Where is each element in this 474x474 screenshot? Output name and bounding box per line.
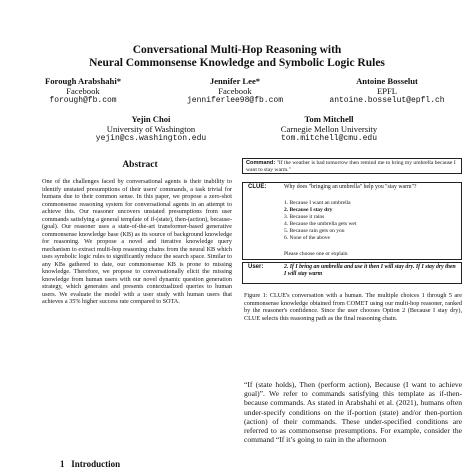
author-block-2: [160, 76, 310, 106]
author-affiliation: Carnegie Mellon University: [280, 124, 378, 134]
body-text-right: “If (state holds), Then (perform action), Because (I want to achieve goal)”. We refer to commands satisfying this template as if-then-because commands. As stated in Arabshahi et al. (2021), humans often under-specify conditions on the if-portion (state) and/or then-portion (action) of their commands. These under-specified conditions are referred to as commonsense presumptions. For example, consider the command “If it’s going to rain in the afternoon: [244, 380, 462, 445]
abstract-heading: Abstract: [122, 160, 158, 170]
author-email: forough@fb.com: [49, 96, 117, 105]
author-email: tom.mitchell@cmu.edu: [280, 134, 377, 143]
command-text: "If the weather is bad tomorrow then remind me to bring my umbrella because I want to stay warm.": [246, 160, 456, 173]
section-heading: [60, 459, 120, 469]
user-response: 2. If I bring an umbrella and use it then I will stay dry. If I stay dry then I will stay warm: [284, 264, 456, 277]
clue-option: 4. Because the umbrella gets wet: [284, 221, 357, 227]
clue-question: Why does "bringing an umbrella" help you "stay warm"?: [284, 184, 417, 190]
user-label: User:: [248, 264, 264, 270]
author-block-4: [66, 114, 236, 144]
command-label: Command:: [246, 160, 276, 166]
section-number: 1: [60, 459, 65, 469]
author-name: Tom Mitchell: [304, 114, 354, 124]
author-email: yejin@cs.washington.edu: [95, 134, 207, 143]
section-title: Introduction: [71, 459, 121, 469]
author-block-5: [244, 114, 414, 144]
paper-title-line2: Neural Commonsense Knowledge and Symbolic Logic Rules: [89, 57, 385, 69]
author-name: Yejin Choi: [131, 114, 171, 124]
author-affiliation: EPFL: [376, 86, 398, 96]
clue-option: 3. Because it rains: [284, 214, 325, 220]
author-block-3: [304, 76, 470, 106]
abstract-body: [42, 178, 232, 306]
abstract-text: One of the challenges faced by conversational agents is their inability to identify unstated presumptions of their users' commands, a task trivial for humans due to their common sense. In this paper, we propose a zero-shot commonsense reasoning system for conversational agents in an attempt to achieve this. Our reasoner uncovers unstated presumptions from user commands satisfying a general template of if-(state), then-(action), because-(goal). Our reasoner uses a state-of-the-art transformer-based generative commonsense knowledge base (KB) as its source of background knowledge for reasoning. We propose a novel and iterative knowledge query mechanism to extract multi-hop reasoning chains from the neural KB which uses symbolic logic rules to significantly reduce the search space. Similar to any KBs gathered to date, our commonsense KB is prone to missing knowledge. Therefore, we propose to conversationally elicit the missing knowledge from human users with our novel dynamic question generation strategy, which generates and presents contextualized queries to human users. We evaluate the model with a user study with human users that achieves a 35% higher success rate compared to SOTA.: [42, 178, 232, 305]
paper-title-line1: Conversational Multi-Hop Reasoning with: [132, 44, 342, 56]
clue-prompt: Please choose one or explain: [284, 251, 348, 257]
author-block-1: [8, 76, 158, 106]
author-email: antoine.bosselut@epfl.ch: [329, 96, 445, 105]
author-name: Jennifer Lee*: [209, 76, 261, 86]
figure-command-box: [242, 158, 462, 174]
clue-option: 6. None of the above: [284, 235, 330, 241]
clue-option: 5. Because rain gets on you: [284, 228, 345, 234]
author-affiliation: University of Washington: [106, 124, 196, 134]
clue-option: 1. Because I want an umbrella: [284, 200, 351, 206]
author-name: Antoine Bosselut: [356, 76, 418, 86]
clue-label: CLUE:: [248, 184, 267, 190]
clue-option-list: [284, 200, 456, 242]
author-affiliation: Facebook: [218, 86, 252, 96]
author-affiliation: Facebook: [66, 86, 100, 96]
author-email: jenniferlee98@fb.com: [186, 96, 283, 105]
clue-option-selected: 2. Because I stay dry: [284, 207, 333, 213]
figure-caption: Figure 1: CLUE's conversation with a human. The multiple choices 1 through 5 are commonsense knowledge obtained from COMET using our multi-hop reasoner, ranked by the reasoner's confidence. Since the user chooses Option 2 (Because I stay dry), CLUE selects this reasoning path as the final reasoning chain.: [244, 292, 462, 322]
author-name: Forough Arabshahi*: [44, 76, 121, 86]
